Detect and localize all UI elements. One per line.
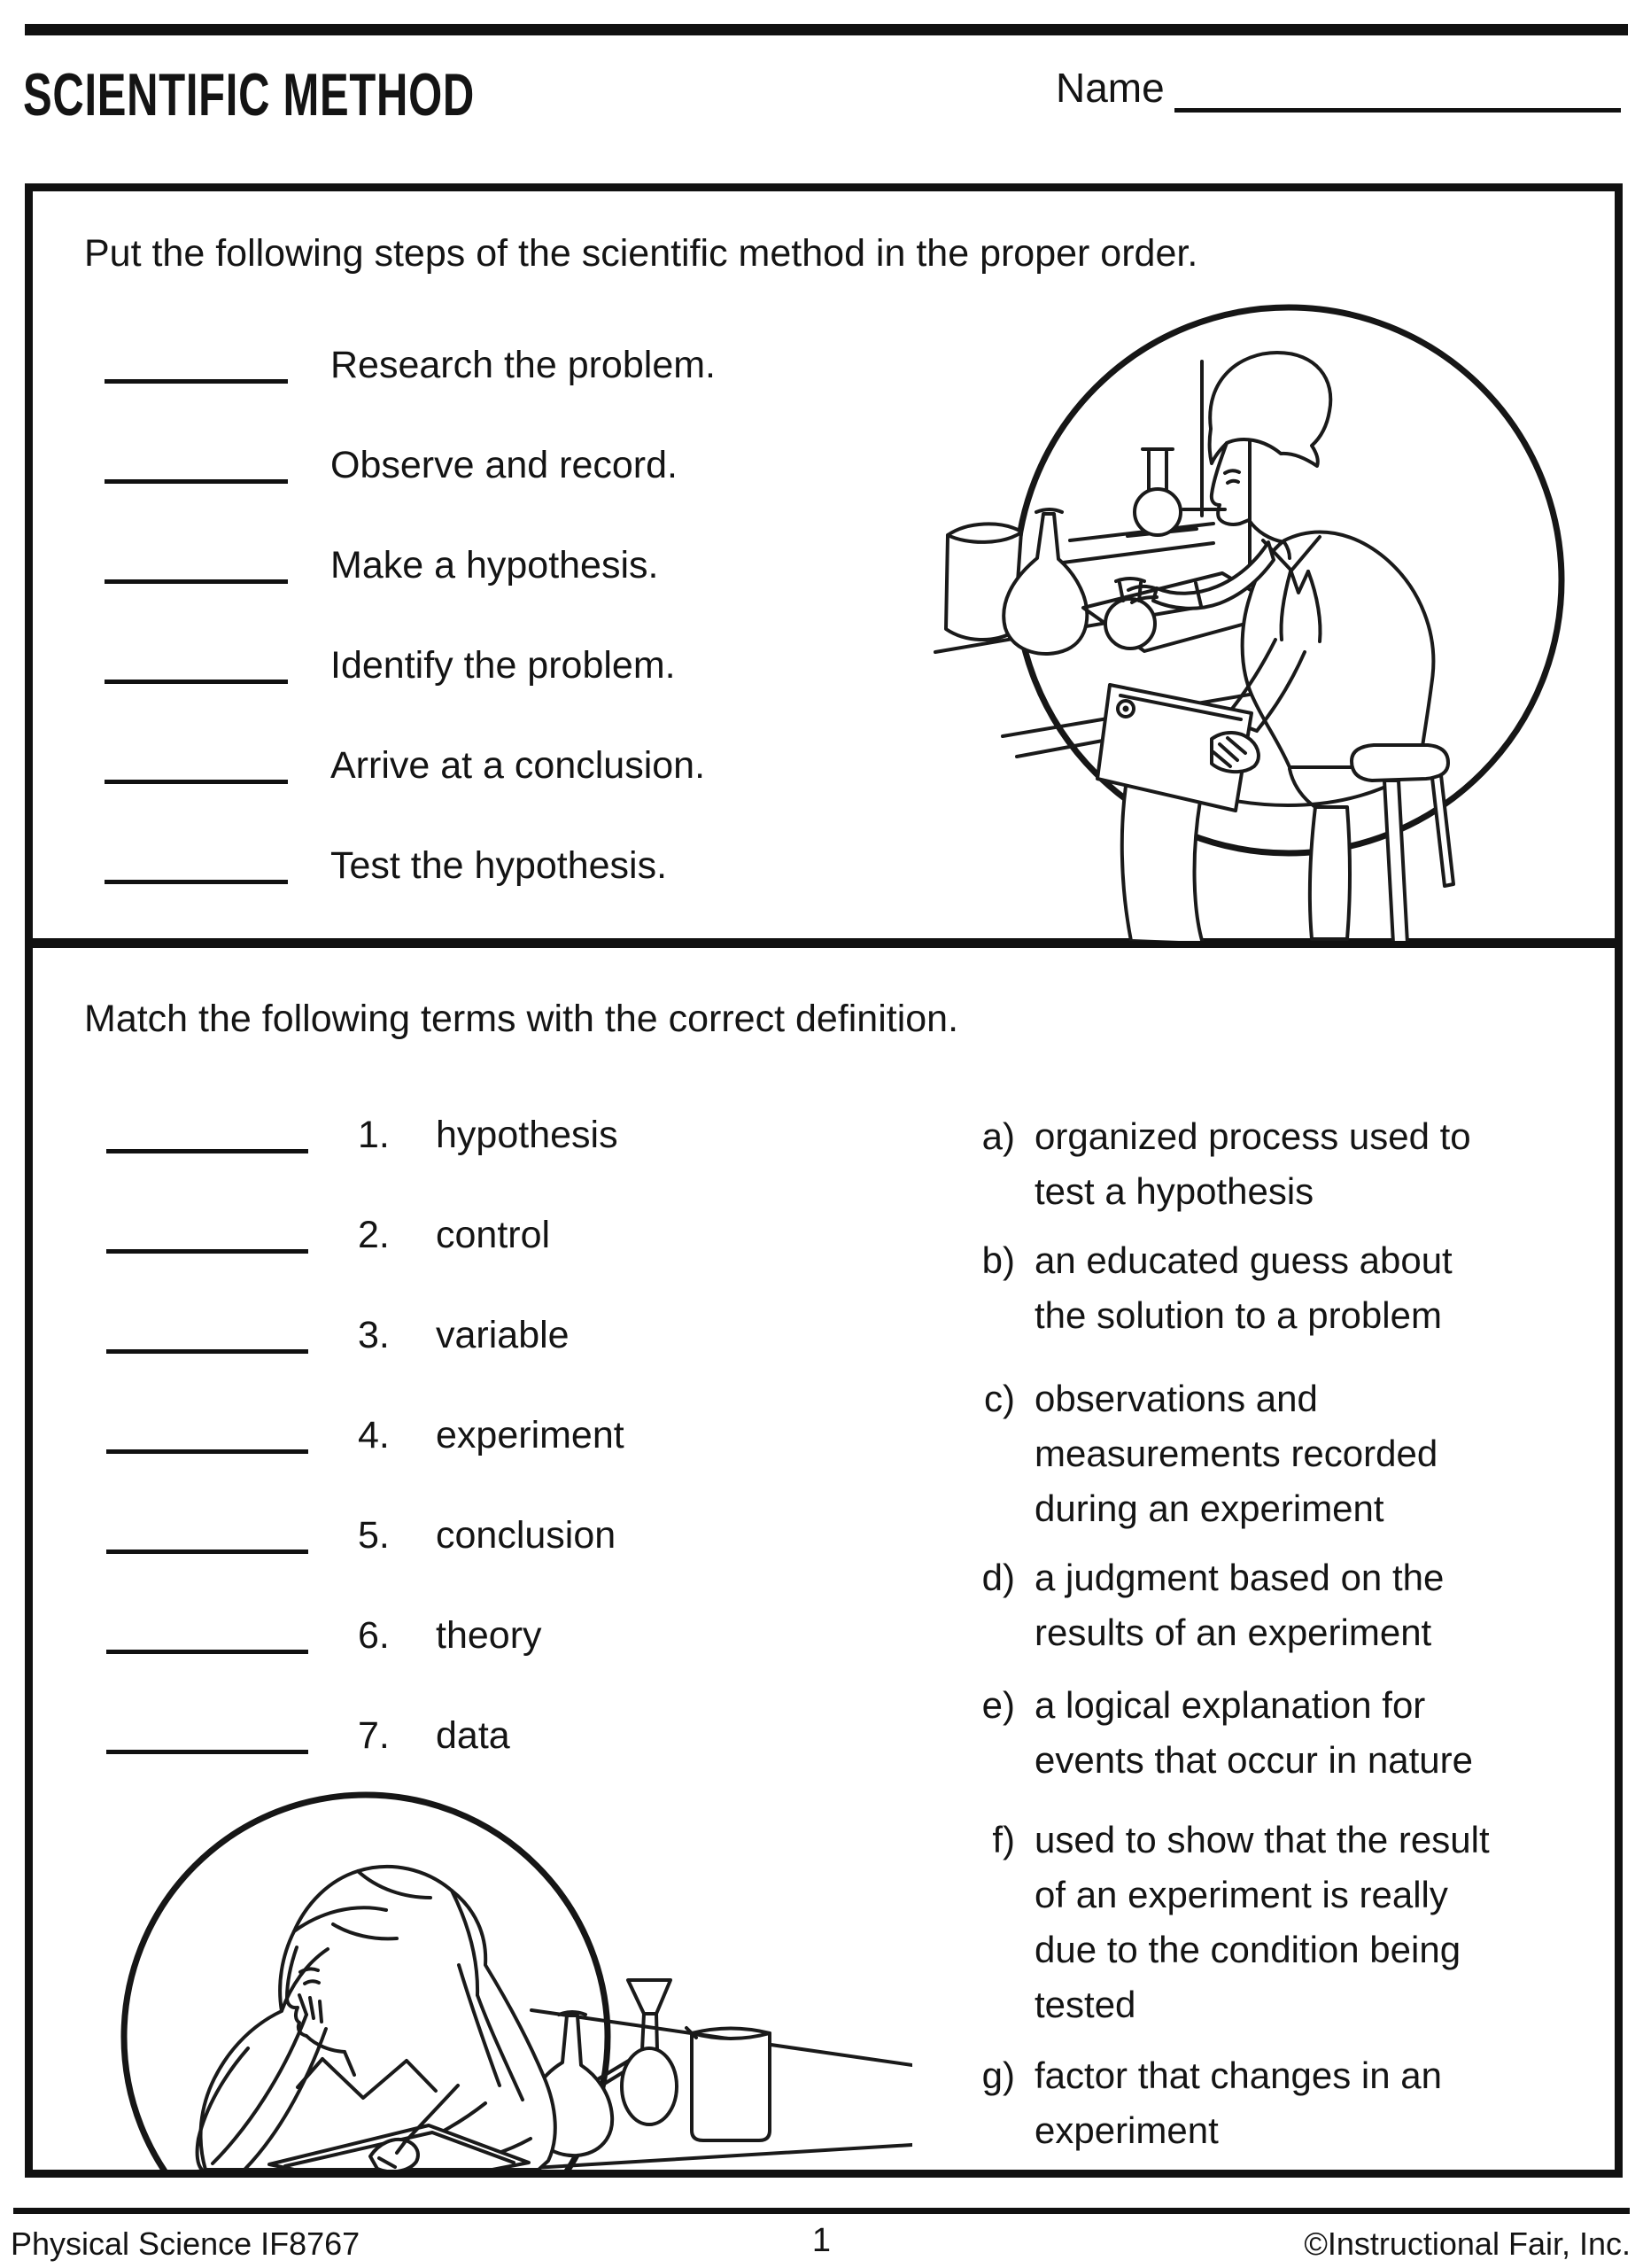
answer-blank[interactable] xyxy=(105,379,288,384)
scientist-illustration xyxy=(903,276,1612,941)
term-number: 7. xyxy=(358,1714,390,1757)
term-row xyxy=(106,1113,618,1155)
answer-blank[interactable] xyxy=(106,1449,308,1454)
definition-text: an educated guess about the solution to a problem xyxy=(1035,1239,1453,1336)
term-number: 6. xyxy=(358,1614,390,1657)
step-label: Test the hypothesis. xyxy=(330,844,668,887)
step-label: Observe and record. xyxy=(330,444,678,486)
definition-text: used to show that the result of an experiment is really due to the condition being tested xyxy=(1035,1819,1490,2025)
term-row xyxy=(106,1713,510,1756)
footer-copyright: ©Instructional Fair, Inc. xyxy=(1304,2225,1631,2262)
term-row xyxy=(106,1613,542,1656)
step-label: Make a hypothesis. xyxy=(330,544,659,586)
step-label: Research the problem. xyxy=(330,344,716,386)
answer-blank[interactable] xyxy=(105,579,288,584)
definition-letter: b) xyxy=(981,1239,1015,1281)
definition-letter: g) xyxy=(981,2054,1015,2096)
order-section-instruction: Put the following steps of the scientific method in the proper order. xyxy=(84,232,1198,275)
order-step-row xyxy=(105,443,678,485)
answer-blank[interactable] xyxy=(106,1550,308,1554)
match-section-instruction: Match the following terms with the correct definition. xyxy=(84,998,959,1040)
term-label: theory xyxy=(436,1614,542,1657)
term-label: data xyxy=(436,1714,510,1757)
order-step-row xyxy=(105,643,676,686)
stool-icon xyxy=(1352,745,1448,781)
order-step-row xyxy=(105,843,667,886)
definition-row xyxy=(964,1678,1531,1788)
definition-letter: c) xyxy=(984,1378,1015,1419)
definition-row xyxy=(964,1371,1531,1536)
definition-letter: d) xyxy=(981,1557,1015,1598)
answer-blank[interactable] xyxy=(106,1750,308,1754)
term-label: hypothesis xyxy=(436,1114,618,1156)
term-row xyxy=(106,1413,624,1456)
small-flask-icon xyxy=(1105,599,1155,649)
definition-row xyxy=(964,1813,1531,2032)
face-profile xyxy=(1212,443,1284,542)
step-label: Identify the problem. xyxy=(330,644,676,687)
top-rule xyxy=(25,24,1628,35)
answer-blank[interactable] xyxy=(105,479,288,484)
definition-text: a judgment based on the results of an experiment xyxy=(1035,1557,1445,1653)
term-row xyxy=(106,1513,616,1556)
order-step-row xyxy=(105,343,716,385)
answer-blank[interactable] xyxy=(106,1650,308,1654)
term-label: conclusion xyxy=(436,1514,616,1557)
definition-row xyxy=(964,1109,1531,1219)
term-label: experiment xyxy=(436,1414,624,1456)
order-step-row xyxy=(105,743,705,786)
term-row xyxy=(106,1313,570,1355)
term-number: 5. xyxy=(358,1514,390,1557)
term-label: control xyxy=(436,1214,551,1256)
head-hair xyxy=(1210,353,1331,466)
step-label: Arrive at a conclusion. xyxy=(330,744,706,787)
footer-book-title: Physical Science IF8767 xyxy=(11,2225,360,2262)
term-number: 2. xyxy=(358,1214,390,1256)
term-number: 1. xyxy=(358,1114,390,1156)
definition-row xyxy=(964,1550,1531,1660)
answer-blank[interactable] xyxy=(106,1149,308,1153)
volumetric-flask-icon xyxy=(622,1980,677,2124)
answer-blank[interactable] xyxy=(105,780,288,784)
definition-text: organized process used to test a hypothesis xyxy=(1035,1115,1471,1212)
term-row xyxy=(106,1213,550,1255)
answer-blank[interactable] xyxy=(105,880,288,884)
order-step-row xyxy=(105,543,658,586)
student-writing-illustration xyxy=(71,1783,912,2170)
definition-row xyxy=(964,2048,1531,2158)
answer-blank[interactable] xyxy=(105,680,288,684)
term-number: 3. xyxy=(358,1314,390,1356)
term-number: 4. xyxy=(358,1414,390,1456)
name-input-line[interactable] xyxy=(1174,74,1621,113)
hand xyxy=(1212,733,1259,772)
beaker-icon xyxy=(686,2028,770,2140)
page-number: 1 xyxy=(811,2222,832,2259)
name-label: Name xyxy=(1056,65,1165,111)
term-label: variable xyxy=(436,1314,570,1356)
answer-blank[interactable] xyxy=(106,1349,308,1354)
definition-letter: e) xyxy=(981,1684,1015,1726)
definition-letter: a) xyxy=(981,1115,1015,1157)
definition-text: observations and measurements recorded during an experiment xyxy=(1035,1378,1438,1529)
definition-text: factor that changes in an experiment xyxy=(1035,2054,1442,2151)
answer-blank[interactable] xyxy=(106,1249,308,1254)
page-title: SCIENTIFIC METHOD xyxy=(23,61,475,128)
definition-row xyxy=(964,1233,1531,1343)
definition-text: a logical explanation for events that occur in nature xyxy=(1035,1684,1473,1781)
definition-letter: f) xyxy=(992,1819,1015,1860)
student-figure xyxy=(198,1867,555,2170)
footer-rule xyxy=(13,2208,1630,2214)
